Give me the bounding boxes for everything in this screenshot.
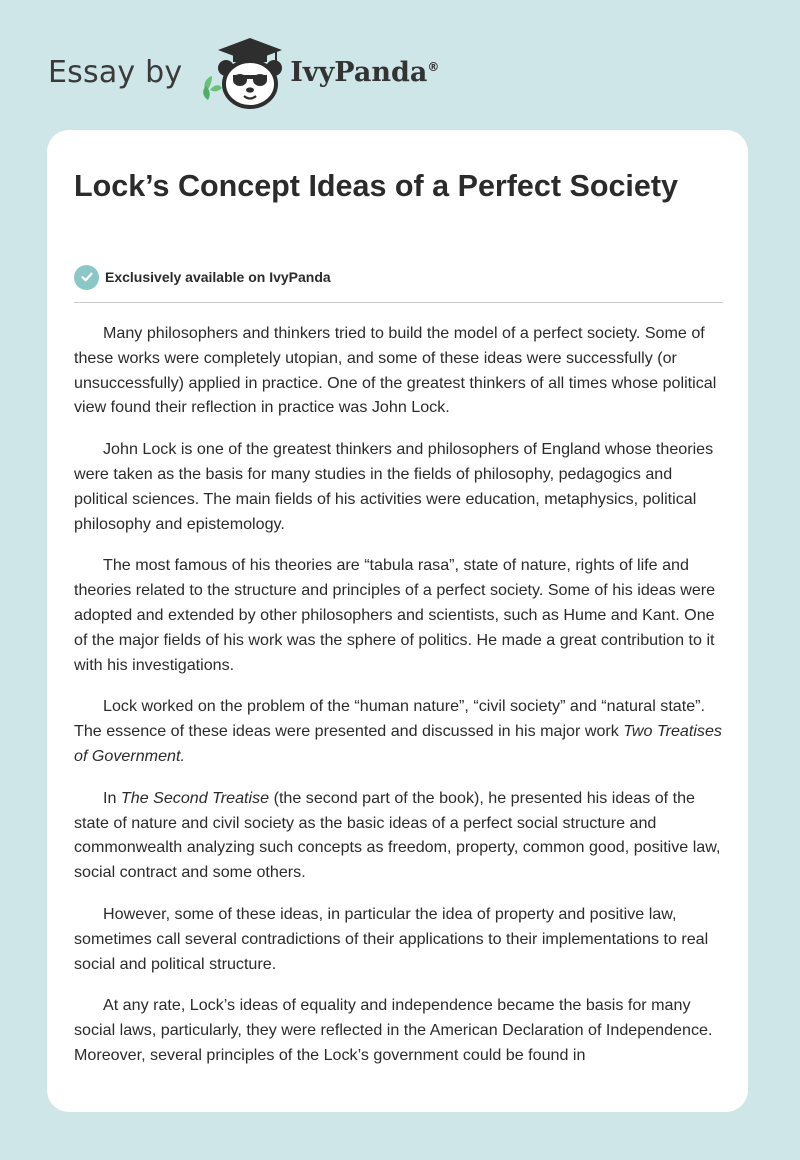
- checkmark-icon: [74, 265, 99, 290]
- essay-card: [47, 130, 748, 1112]
- paragraph: In The Second Treatise (the second part of the book), he presented his ideas of the state of nature and civil society as the basic ideas of a perfect social structure and commonwealth analyzing such concepts as freedom, property, common good, positive law, social contract and some others.: [74, 788, 721, 882]
- paragraph: However, some of these ideas, in particular the idea of property and positive law, sometimes call several contradictions of their applications to their implementations to real social and political structure.: [74, 904, 709, 973]
- paragraph: The most famous of his theories are “tabula rasa”, state of nature, rights of life and theories related to the structure and principles of a perfect society. Some of his ideas were adopted and extended by other philosophers and scientists, such as Hume and Kant. One of the major fields of his work was the sphere of politics. He made a great contribution to it with his investigations.: [74, 556, 716, 674]
- registered-mark: ®: [427, 59, 440, 74]
- book-part-title: The Second Treatise: [120, 788, 270, 807]
- panda-graduate-icon: [196, 34, 288, 110]
- essay-body: [74, 321, 726, 1085]
- essay-title: Lock’s Concept Ideas of a Perfect Society: [74, 169, 678, 203]
- essay-by-label: Essay by: [48, 54, 183, 90]
- paragraph: Lock worked on the problem of the “human nature”, “civil society” and “natural state”. The essence of these ideas were presented and discussed in his major work Two Treatises of Government.: [74, 697, 722, 765]
- brand-header[interactable]: [48, 34, 439, 110]
- exclusive-badge: [74, 264, 331, 290]
- book-title: Two Treatises of Government.: [74, 722, 722, 765]
- divider: [74, 302, 723, 303]
- paragraph: John Lock is one of the greatest thinkers and philosophers of England whose theories were taken as the basis for many studies in the fields of philosophy, pedagogics and political sciences. The main fields of his activities were education, metaphysics, political philosophy and epistemology.: [74, 440, 714, 533]
- paragraph: At any rate, Lock’s ideas of equality and independence became the basis for many social laws, particularly, they were reflected in the American Declaration of Independence. Moreover, several principles of the Lock’s government could be found in: [74, 996, 713, 1064]
- brand-name: IvyPanda®: [290, 56, 440, 88]
- exclusive-label: Exclusively available on IvyPanda: [105, 269, 331, 285]
- paragraph: Many philosophers and thinkers tried to build the model of a perfect society. Some of these works were completely utopian, and some of these ideas were successfully (or unsuccessfully) applied in practice. One of the greatest thinkers of all times whose political view found their reflection in practice was John Lock.: [74, 324, 717, 417]
